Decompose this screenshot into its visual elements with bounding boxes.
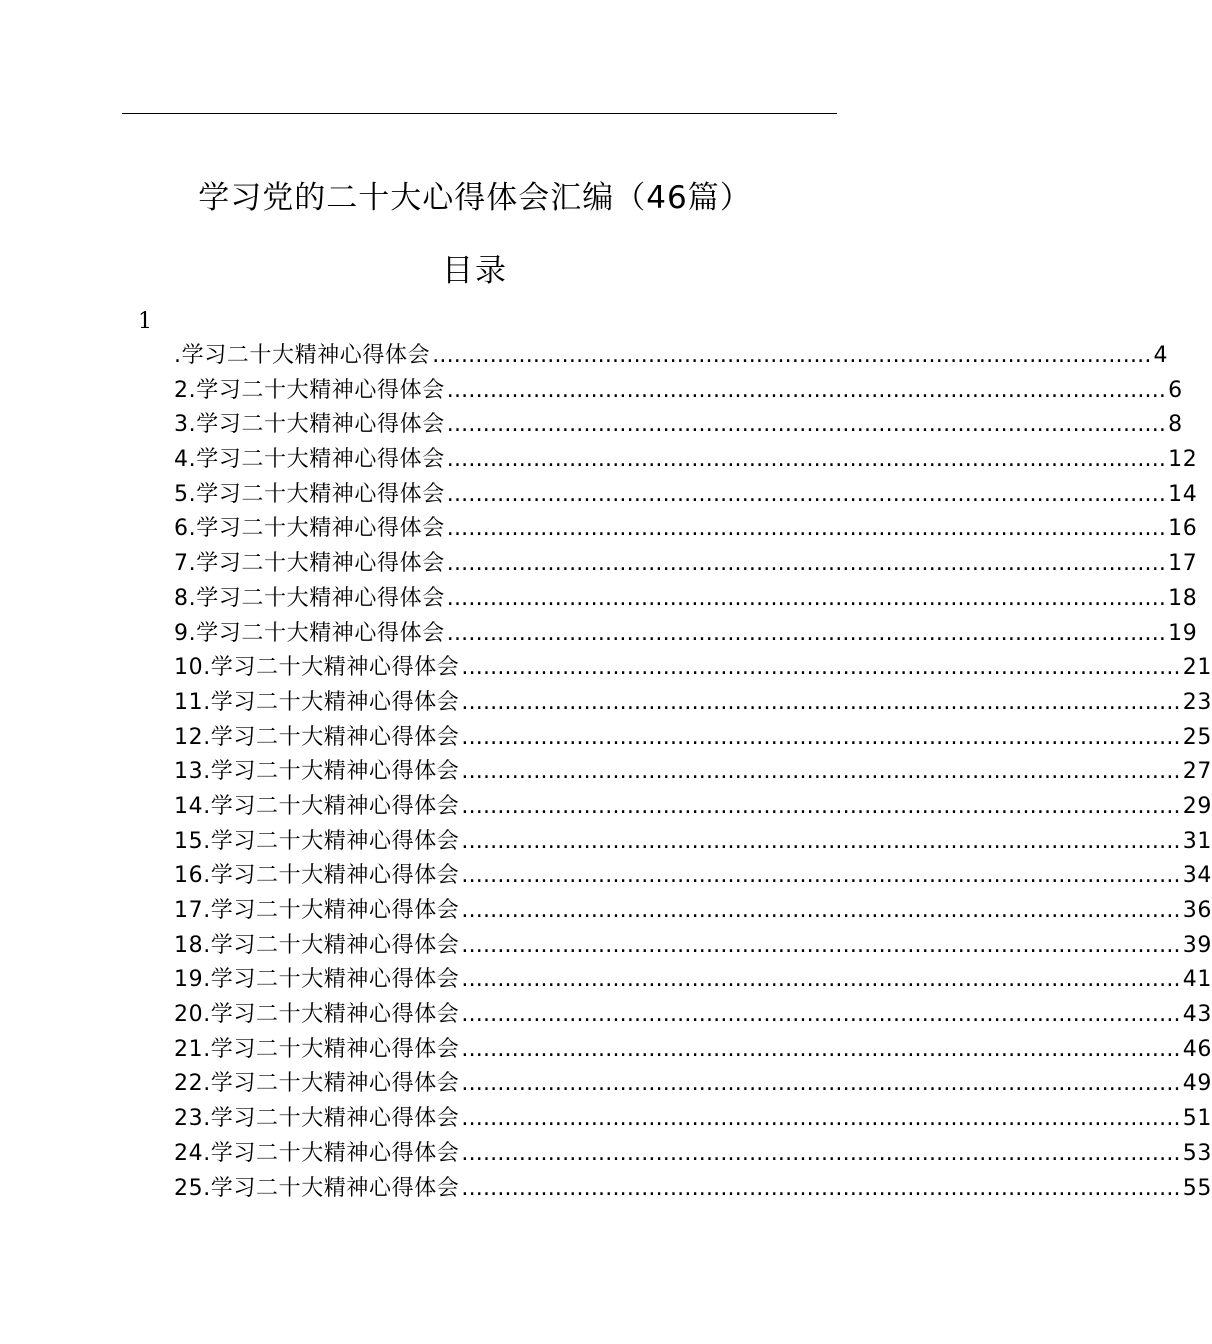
toc-leader-dots: ....................................................................................................	[461, 967, 1181, 993]
toc-entry-page: 55	[1182, 1175, 1212, 1201]
toc-leader-dots: ....................................................................................................	[461, 1175, 1181, 1201]
toc-leader-dots: ....................................................................................................	[461, 828, 1181, 854]
toc-leader-dots: ....................................................................................................	[446, 447, 1167, 473]
toc-entry-8[interactable]	[174, 582, 1198, 617]
toc-leader-dots: ....................................................................................................	[432, 343, 1152, 368]
toc-entry-label: 21.学习二十大精神心得体会	[174, 1036, 460, 1062]
toc-entry-5[interactable]	[174, 478, 1198, 513]
toc-entry-page: 27	[1182, 759, 1212, 785]
toc-entry-page: 34	[1182, 863, 1212, 889]
toc-entry-label: 17.学习二十大精神心得体会	[174, 898, 460, 923]
document-title: 学习党的二十大心得体会汇编（46篇）	[198, 180, 752, 216]
toc-entry-label: 23.学习二十大精神心得体会	[174, 1106, 460, 1132]
toc-entry-label: 25.学习二十大精神心得体会	[174, 1175, 460, 1201]
toc-entry-label: 3.学习二十大精神心得体会	[174, 412, 445, 438]
toc-entry-page: 49	[1182, 1071, 1212, 1097]
toc-leader-dots: ....................................................................................................	[461, 932, 1181, 958]
toc-entry-label: 5.学习二十大精神心得体会	[174, 481, 445, 507]
toc-entry-label: .学习二十大精神心得体会	[174, 343, 431, 368]
toc-entry-3[interactable]	[174, 408, 1183, 443]
toc-entry-page: 23	[1182, 689, 1212, 715]
toc-entry-page: 8	[1168, 412, 1183, 438]
toc-entry-12[interactable]	[174, 721, 1212, 756]
toc-leader-dots: ....................................................................................................	[461, 1071, 1181, 1097]
toc-entry-page: 14	[1168, 481, 1198, 507]
toc-entry-page: 53	[1182, 1140, 1212, 1166]
toc-entry-page: 16	[1168, 516, 1198, 542]
toc-entry-label: 12.学习二十大精神心得体会	[174, 724, 460, 750]
toc-entry-page: 31	[1182, 828, 1212, 854]
toc-leader-dots: ....................................................................................................	[461, 1002, 1181, 1028]
toc-entry-page: 18	[1168, 585, 1198, 611]
toc-leader-dots: ....................................................................................................	[461, 863, 1181, 889]
toc-leader-dots: ....................................................................................................	[461, 793, 1181, 819]
toc-leader-dots: ....................................................................................................	[461, 1140, 1181, 1166]
header-rule	[122, 113, 837, 114]
toc-entry-label: 24.学习二十大精神心得体会	[174, 1140, 460, 1166]
toc-entry-24[interactable]	[174, 1137, 1212, 1172]
toc-entry-14[interactable]	[174, 790, 1212, 825]
toc-entry-page: 51	[1182, 1106, 1212, 1132]
toc-entry-label: 22.学习二十大精神心得体会	[174, 1071, 460, 1097]
toc-entry-label: 9.学习二十大精神心得体会	[174, 620, 445, 646]
toc-entry-20[interactable]	[174, 998, 1212, 1033]
toc-entry-17[interactable]	[174, 894, 1212, 929]
toc-entry-22[interactable]	[174, 1067, 1212, 1102]
toc-entry-page: 12	[1168, 447, 1198, 473]
toc-leader-dots: ....................................................................................................	[446, 481, 1167, 507]
toc-entry-23[interactable]	[174, 1102, 1212, 1137]
toc-entry-13[interactable]	[174, 755, 1212, 790]
toc-entry-25[interactable]	[174, 1172, 1212, 1207]
toc-entry-11[interactable]	[174, 686, 1212, 721]
toc-entry-page: 21	[1182, 655, 1212, 681]
toc-entry-18[interactable]	[174, 929, 1212, 964]
toc-entry-19[interactable]	[174, 963, 1212, 998]
toc-entry-label: 4.学习二十大精神心得体会	[174, 447, 445, 473]
toc-entry-9[interactable]	[174, 617, 1198, 652]
toc-entry-page: 17	[1168, 551, 1198, 577]
toc-entry-label: 11.学习二十大精神心得体会	[174, 689, 460, 715]
toc-leader-dots: ....................................................................................................	[461, 1106, 1181, 1132]
toc-leader-dots: ....................................................................................................	[461, 759, 1181, 785]
toc-entry-label: 16.学习二十大精神心得体会	[174, 863, 460, 889]
toc-entry-label: 10.学习二十大精神心得体会	[174, 655, 460, 681]
toc-entry-page: 29	[1182, 793, 1212, 819]
toc-entry-label: 19.学习二十大精神心得体会	[174, 967, 460, 993]
toc-entry-page: 36	[1182, 898, 1212, 923]
toc-leader-dots: ....................................................................................................	[461, 724, 1181, 750]
toc-entry-label: 7.学习二十大精神心得体会	[174, 551, 445, 577]
toc-heading: 目录	[442, 253, 508, 289]
toc-leader-dots: ....................................................................................................	[446, 585, 1167, 611]
toc-leader-dots: ....................................................................................................	[461, 655, 1181, 681]
toc-leader-dots: ....................................................................................................	[461, 689, 1181, 715]
toc-entry-page: 25	[1182, 724, 1212, 750]
table-of-contents	[174, 339, 1212, 1206]
toc-leader-dots: ....................................................................................................	[461, 898, 1181, 923]
toc-entry-15[interactable]	[174, 825, 1212, 860]
toc-entry-1[interactable]	[174, 339, 1169, 374]
toc-leader-dots: ....................................................................................................	[446, 620, 1167, 646]
toc-entry-label: 13.学习二十大精神心得体会	[174, 759, 460, 785]
toc-entry-page: 4	[1153, 343, 1169, 368]
toc-entry-2[interactable]	[174, 374, 1183, 409]
toc-leader-dots: ....................................................................................................	[461, 1036, 1181, 1062]
toc-leader-dots: ....................................................................................................	[446, 516, 1167, 542]
toc-entry-label: 20.学习二十大精神心得体会	[174, 1002, 460, 1028]
toc-entry-page: 19	[1168, 620, 1198, 646]
toc-leader-dots: ....................................................................................................	[446, 377, 1167, 403]
toc-entry-label: 8.学习二十大精神心得体会	[174, 585, 445, 611]
toc-leader-dots: ....................................................................................................	[446, 412, 1167, 438]
toc-entry-page: 39	[1182, 932, 1212, 958]
toc-entry-16[interactable]	[174, 859, 1212, 894]
toc-entry-10[interactable]	[174, 651, 1212, 686]
toc-entry-page: 43	[1182, 1002, 1212, 1028]
toc-entry-label: 15.学习二十大精神心得体会	[174, 828, 460, 854]
toc-entry-label: 2.学习二十大精神心得体会	[174, 377, 445, 403]
toc-entry-label: 14.学习二十大精神心得体会	[174, 793, 460, 819]
toc-entry-label: 6.学习二十大精神心得体会	[174, 516, 445, 542]
toc-entry-7[interactable]	[174, 547, 1198, 582]
toc-entry-21[interactable]	[174, 1033, 1212, 1068]
toc-entry-label: 18.学习二十大精神心得体会	[174, 932, 460, 958]
toc-entry-6[interactable]	[174, 512, 1198, 547]
toc-entry-page: 46	[1182, 1036, 1212, 1062]
toc-entry-4[interactable]	[174, 443, 1198, 478]
toc-entry-page: 6	[1168, 377, 1183, 403]
stray-page-number: 1	[138, 309, 152, 334]
toc-entry-page: 41	[1182, 967, 1212, 993]
toc-leader-dots: ....................................................................................................	[446, 551, 1167, 577]
